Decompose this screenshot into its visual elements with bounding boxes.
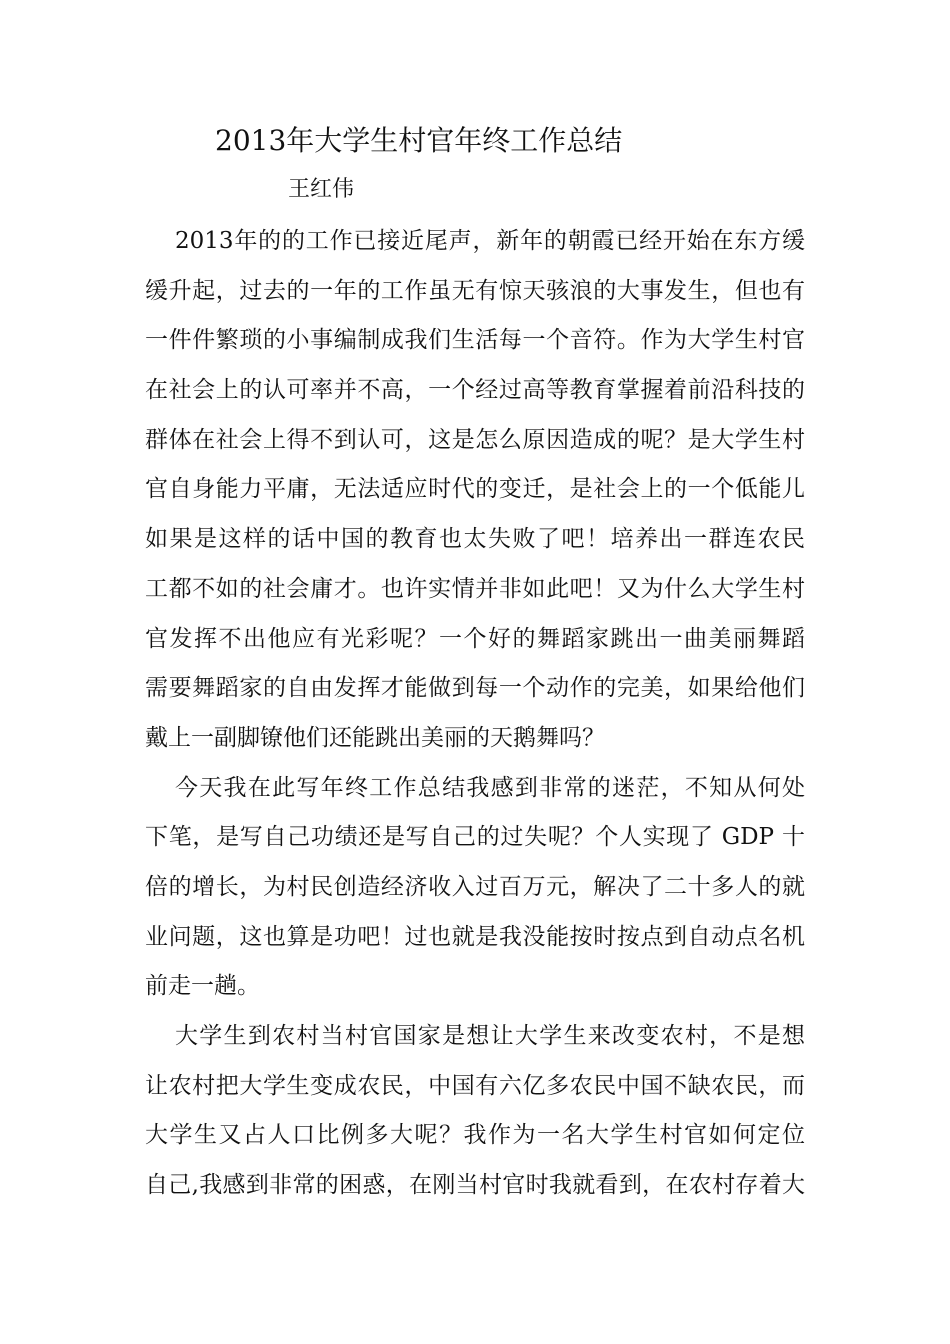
text-line: 大学生又占人口比例多大呢？我作为一名大学生村官如何定位	[145, 1122, 805, 1149]
text-line: 工都不如的社会庸才。也许实情并非如此吧！又为什么大学生村	[145, 575, 805, 602]
document-body	[145, 217, 805, 1211]
paragraph	[145, 764, 805, 1012]
text-line: 在社会上的认可率并不高，一个经过高等教育掌握着前沿科技的	[145, 377, 805, 404]
text-line: 前走一趟。	[145, 973, 260, 1000]
text-line: 缓升起，过去的一年的工作虽无有惊天骇浪的大事发生，但也有	[145, 277, 805, 304]
text-line: 2013年的的工作已接近尾声，新年的朝霞已经开始在东方缓	[175, 228, 805, 254]
text-line: 需要舞蹈家的自由发挥才能做到每一个动作的完美，如果给他们	[145, 675, 805, 702]
text-line: 下笔，是写自己功绩还是写自己的过失呢？个人实现了 GDP 十	[145, 824, 805, 851]
paragraph	[145, 217, 805, 764]
text-line: 群体在社会上得不到认可，这是怎么原因造成的呢？是大学生村	[145, 426, 805, 453]
text-line: 一件件繁琐的小事编制成我们生活每一个音符。作为大学生村官	[145, 327, 805, 354]
paragraph	[145, 1012, 805, 1211]
text-line: 官发挥不出他应有光彩呢？一个好的舞蹈家跳出一曲美丽舞蹈	[145, 625, 805, 652]
text-line: 如果是这样的话中国的教育也太失败了吧！培养出一群连农民	[145, 526, 805, 553]
text-line: 让农村把大学生变成农民，中国有六亿多农民中国不缺农民，而	[145, 1072, 805, 1099]
text-line: 倍的增长，为村民创造经济收入过百万元，解决了二十多人的就	[145, 873, 805, 900]
document-author: 王红伟	[288, 177, 355, 202]
text-line: 官自身能力平庸，无法适应时代的变迁，是社会上的一个低能儿	[145, 476, 805, 503]
text-line: 大学生到农村当村官国家是想让大学生来改变农村，不是想	[175, 1023, 805, 1049]
text-line: 业问题，这也算是功吧！过也就是我没能按时按点到自动点名机	[145, 923, 805, 950]
document-title: 2013年大学生村官年终工作总结	[215, 124, 623, 157]
text-line: 今天我在此写年终工作总结我感到非常的迷茫，不知从何处	[175, 774, 805, 801]
text-line: 自己,我感到非常的困惑，在刚当村官时我就看到，在农村存着大	[145, 1172, 805, 1199]
text-line: 戴上一副脚镣他们还能跳出美丽的天鹅舞吗？	[145, 724, 605, 751]
